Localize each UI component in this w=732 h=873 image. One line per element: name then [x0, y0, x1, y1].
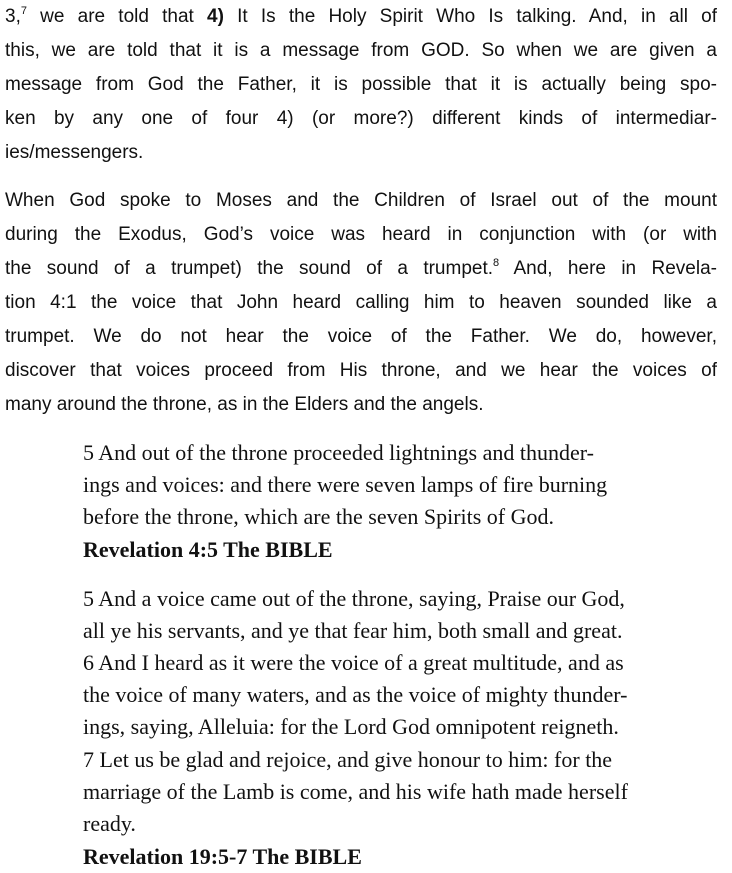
quote-line: before the throne, which are the seven Spirits of God. — [83, 504, 555, 529]
quote-line: 5 And out of the throne proceeded lightnings and thunder- — [83, 440, 594, 465]
footnote-marker[interactable]: 8 — [493, 257, 500, 269]
quote-line: 5 And a voice came out of the throne, saying, Praise our God, — [83, 586, 625, 611]
scripture-reference: Revelation 4:5 The BIBLE — [83, 537, 333, 562]
paragraph-line: the sound of a trumpet) the sound of a trumpet.$^8$ And, here in Revela- — [5, 257, 717, 279]
footnote-marker[interactable]: 7 — [20, 5, 27, 17]
quote-line: ings and voices: and there were seven lamps of fire burning — [83, 472, 608, 497]
quote-line: 6 And I heard as it were the voice of a great multitude, and as — [83, 650, 624, 675]
quote-line: the voice of many waters, and as the voice of mighty thunder- — [83, 682, 628, 707]
quote-line: marriage of the Lamb is come, and his wife hath made herself — [83, 779, 628, 804]
paragraph-line: ies/messengers. — [5, 142, 144, 163]
paragraph-line: 3,$^7$ we are told that 4) It Is the Holy Spirit Who Is talking. And, in all of — [5, 5, 717, 27]
scripture-reference: Revelation 19:5-7 The BIBLE — [83, 844, 362, 869]
paragraph-line: message from God the Father, it is possible that it is actually being spo- — [5, 74, 717, 95]
emphasized-number: 4) — [207, 6, 224, 27]
paragraph-line: ken by any one of four 4) (or more?) different kinds of intermediar- — [5, 108, 717, 129]
quote-line: ings, saying, Alleluia: for the Lord God omnipotent reigneth. — [83, 714, 619, 739]
paragraph-line: this, we are told that it is a message from GOD. So when we are given a — [5, 40, 717, 61]
paragraph-line: discover that voices proceed from His throne, and we hear the voices of — [5, 360, 717, 381]
quote-line: all ye his servants, and ye that fear him, both small and great. — [83, 618, 623, 643]
paragraph-line: many around the throne, as in the Elders and the angels. — [5, 394, 484, 415]
paragraph-line: trumpet. We do not hear the voice of the Father. We do, however, — [5, 326, 717, 347]
quote-line: ready. — [83, 811, 136, 836]
paragraph-line: When God spoke to Moses and the Children of Israel out of the mount — [5, 190, 717, 211]
paragraph-line: during the Exodus, God’s voice was heard in conjunction with (or with — [5, 224, 717, 245]
quote-line: 7 Let us be glad and rejoice, and give honour to him: for the — [83, 747, 613, 772]
paragraph-line: tion 4:1 the voice that John heard calling him to heaven sounded like a — [5, 292, 717, 313]
